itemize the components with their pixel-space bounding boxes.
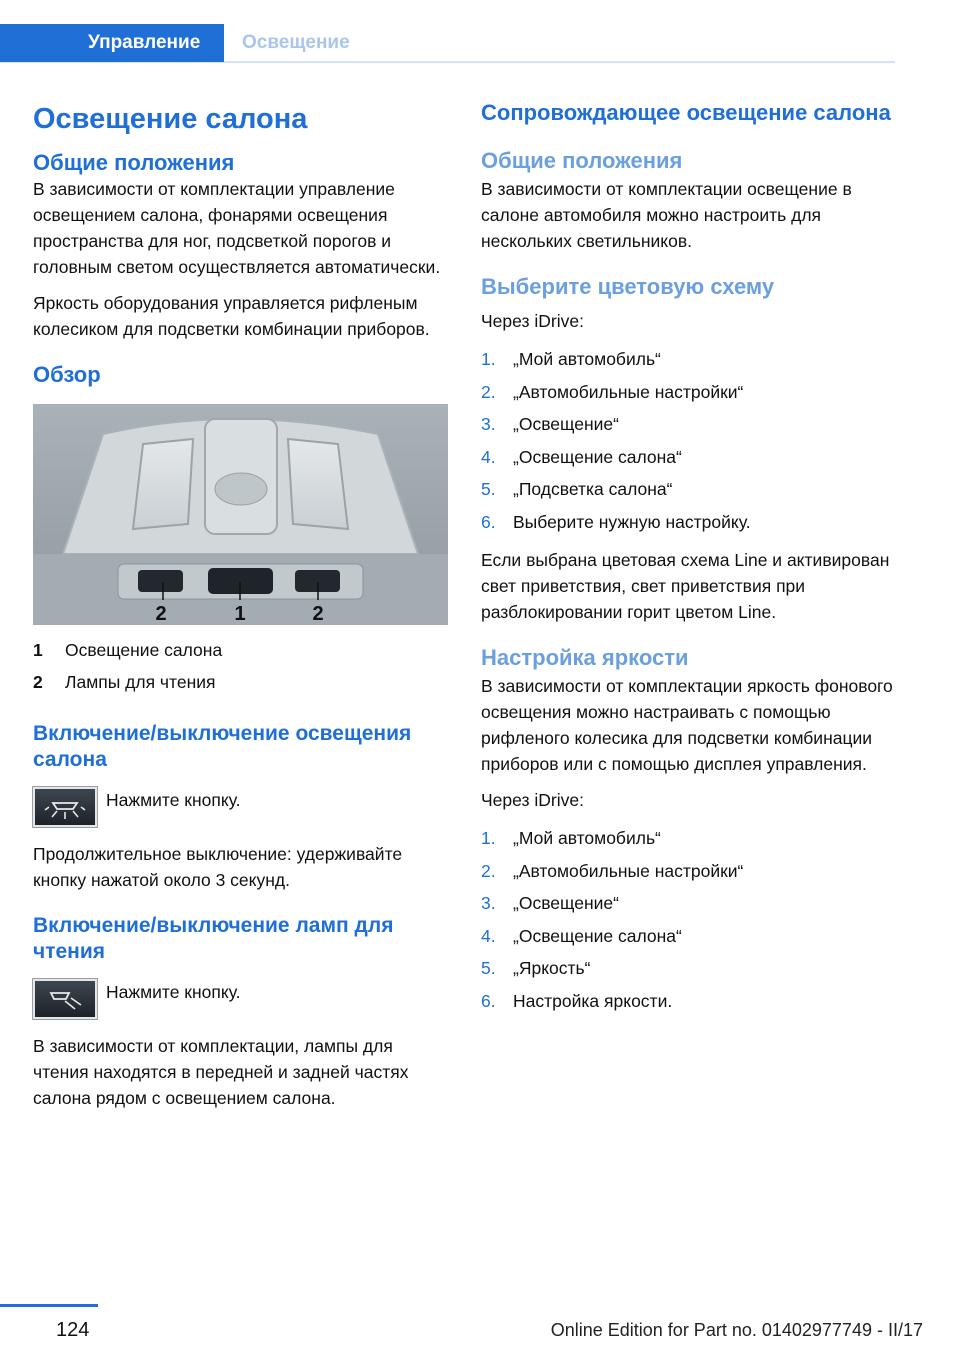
legend-num: 1 — [33, 640, 43, 660]
callout-center: 1 — [234, 603, 246, 625]
interior-light-button-icon — [33, 787, 97, 827]
legend-item — [33, 669, 448, 701]
press-button-text-2: Нажмите кнопку. — [106, 982, 241, 1002]
list-item: 3. „Освещение“ — [481, 414, 619, 434]
page-number: 124 — [56, 1319, 90, 1341]
right-column — [481, 100, 896, 1026]
reading-text: В зависимости от комплектации, лампы для чтения находятся в передней и задней частях салона рядом с освещением салона. — [33, 1036, 409, 1108]
list-item: 1. „Мой автомобиль“ — [481, 349, 661, 369]
list-item: 1. „Мой автомобиль“ — [481, 828, 661, 848]
press-button-text: Нажмите кнопку. — [106, 790, 241, 810]
legend-text: Освещение салона — [65, 640, 223, 660]
legend-item — [33, 637, 448, 669]
ambient-general-text: В зависимости от комплектации освещение в салоне автомобиля можно настроить для нескольких светильников. — [481, 179, 852, 251]
list-item: 2. „Автомобильные настройки“ — [481, 381, 744, 402]
footer-accent-line — [0, 1304, 98, 1307]
list-item: 6. Настройка яркости. — [481, 990, 673, 1011]
list-item: 5. „Яркость“ — [481, 958, 591, 978]
list-item: 4. „Освещение салона“ — [481, 925, 682, 946]
reading-light-button-row — [33, 979, 448, 1019]
callout-right: 2 — [312, 603, 324, 625]
general-heading: Общие положения — [33, 150, 235, 175]
list-item: 2. „Автомобильные настройки“ — [481, 860, 744, 881]
ambient-title: Сопровождающее освещение салона — [481, 100, 891, 125]
ambient-general-heading: Общие положения — [481, 148, 683, 173]
interior-light-photo — [33, 404, 448, 625]
reading-heading: Включение/выключение ламп для чтения — [33, 914, 394, 963]
onoff-heading: Включение/выключение освещения салона — [33, 722, 412, 771]
tab-lighting[interactable]: Освещение — [242, 32, 350, 53]
list-item: 3. „Освещение“ — [481, 893, 619, 913]
color-steps-list — [481, 346, 896, 541]
legend-text: Лампы для чтения — [65, 672, 216, 692]
color-note: Если выбрана цветовая схема Line и активирован свет приветствия, свет приветствия при разблокировании горит цветом Line. — [481, 550, 890, 622]
interior-light-button-row — [33, 787, 448, 827]
left-column — [33, 100, 448, 1111]
callout-left: 2 — [155, 603, 167, 625]
general-text-2: Яркость оборудования управляется рифленым колесиком для подсветки комбинации приборов. — [33, 293, 430, 339]
overview-heading: Обзор — [33, 362, 101, 387]
edition-info: Online Edition for Part no. 01402977749 - II/17 — [550, 1320, 923, 1340]
via-idrive-2: Через iDrive: — [481, 790, 584, 810]
via-idrive: Через iDrive: — [481, 311, 584, 331]
brightness-text: В зависимости от комплектации яркость фонового освещения можно настраивать с помощью рифленого колесика для подсветки комбинации приборов или с помощью дисплея управления. — [481, 676, 893, 774]
tab-control[interactable]: Управление — [0, 24, 224, 62]
long-press-text: Продолжительное выключение: удерживайте кнопку нажатой около 3 секунд. — [33, 844, 403, 890]
brightness-heading: Настройка яркости — [481, 645, 689, 670]
list-item: 6. Выберите нужную настройку. — [481, 511, 751, 532]
list-item: 5. „Подсветка салона“ — [481, 479, 673, 499]
page-title: Освещение салона — [33, 103, 308, 135]
legend-num: 2 — [33, 672, 43, 692]
reading-light-button-icon — [33, 979, 97, 1019]
brightness-steps-list — [481, 825, 896, 1020]
general-text: В зависимости от комплектации управление освещением салона, фонарями освещения пространства для ног, подсветкой порогов и головным светом осуществляется автоматически. — [33, 179, 441, 277]
list-item: 4. „Освещение салона“ — [481, 446, 682, 467]
color-scheme-heading: Выберите цветовую схему — [481, 274, 775, 299]
